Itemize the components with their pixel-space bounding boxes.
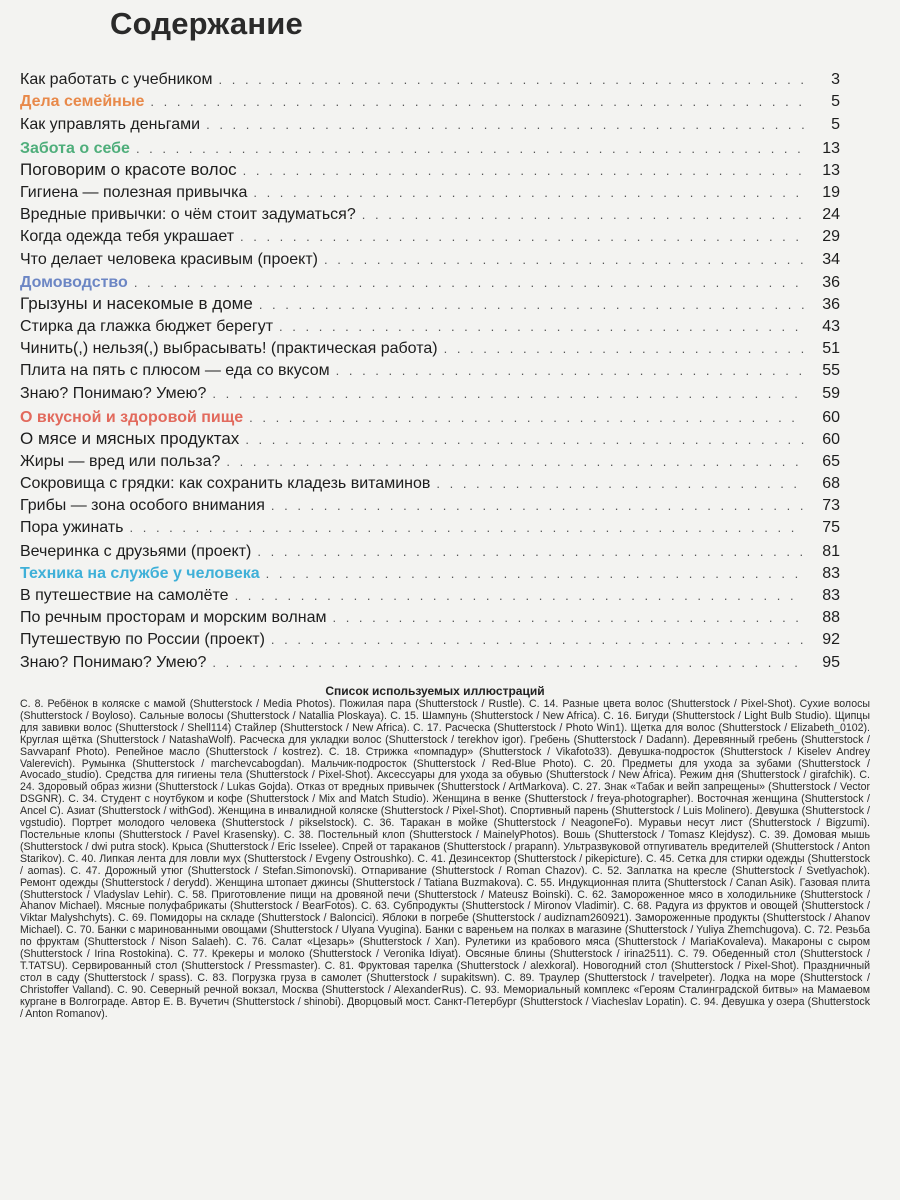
toc-page-number: 83 — [822, 587, 840, 604]
toc-label: Дела семейные — [20, 93, 145, 110]
toc-label: Плита на пять с плюсом — еда со вкусом — [20, 362, 330, 379]
toc-entry — [20, 358, 840, 380]
toc-label: Жиры — вред или польза? — [20, 453, 221, 470]
toc-label: Вредные привычки: о чём стоит задуматься? — [20, 206, 356, 223]
toc-leader-dots — [240, 230, 804, 243]
toc-label: О мясе и мясных продуктах — [20, 429, 240, 448]
page-title: Содержание — [110, 6, 303, 41]
toc-label: Грызуны и насекомые в доме — [20, 294, 253, 313]
toc-page-number: 83 — [822, 565, 840, 582]
toc-page-number: 51 — [822, 340, 840, 357]
toc-page-number: 65 — [822, 453, 840, 470]
toc-leader-dots — [332, 611, 804, 624]
toc-entry — [20, 180, 840, 202]
toc-page-number: 29 — [822, 228, 840, 245]
toc-leader-dots — [257, 545, 804, 558]
toc-leader-dots — [212, 387, 804, 400]
toc-page-number: 5 — [831, 93, 840, 110]
toc-leader-dots — [436, 477, 804, 490]
toc-leader-dots — [243, 164, 804, 177]
toc-label: Когда одежда тебя украшает — [20, 228, 235, 245]
toc-label: Знаю? Понимаю? Умею? — [20, 385, 207, 402]
toc-leader-dots — [136, 142, 804, 155]
toc-section — [20, 403, 840, 427]
toc-entry — [20, 605, 840, 627]
toc-label: Поговорим о красоте волос — [20, 160, 237, 179]
toc-label: Вечеринка с друзьями (проект) — [20, 543, 252, 560]
toc-leader-dots — [226, 455, 804, 468]
toc-label: Путешествую по России (проект) — [20, 631, 265, 648]
toc-label: Как работать с учебником — [20, 71, 213, 88]
toc-leader-dots — [249, 411, 804, 424]
toc-leader-dots — [271, 633, 804, 646]
toc-entry — [20, 158, 840, 180]
toc-section — [20, 561, 840, 583]
toc-entry — [20, 224, 840, 246]
toc-label: Стирка да глажка бюджет берегут — [20, 318, 274, 335]
toc-label: О вкусной и здоровой пище — [20, 409, 244, 426]
credits-title: Список используемых иллюстраций — [325, 684, 545, 698]
toc-leader-dots — [266, 567, 804, 580]
toc-entry — [20, 66, 840, 89]
toc-page-number: 24 — [822, 206, 840, 223]
credits-text: С. 8. Ребёнок в коляске с мамой (Shutterstock / Media Photos). Пожилая пара (Shutterstock / Rustle). С. 14. Разные цвета волос (Shutterstock / Pixel-Shot). Сухие волосы (Shutterstock / Boyloso). Сальные волосы (Shutterstock / Natallia Ploskaya). С. 15. Шампунь (Shutterstock / New Africa). С. 16. Бигуди (Shutterstock / Light Bulb Studio). Щипцы для завивки волос (Shutterstock / Shell114) Стайлер (Shutterstock / New Africa). С. 17. Расческа (Shutterstock / Photo Win1). Щетка для волос (Shutterstock / Elizabeth_0102). Круглая щётка (Shutterstock / NatashaWolf). Расческа для укладки волос (Shutterstock / terekhov igor). Гребень (Shutterstock / Dadann). Деревянный гребень (Shutterstock / Savvapanf Photo). Репейное масло (Shutterstock / kostrez). С. 18. Стрижка «помпадур» (Shutterstock / Vikafoto33). Девушка-подросток (Shutterstock / Kiselev Andrey Valerevich). Румынка (Shutterstock / marchevcabogdan). Мальчик-подросток (Shutterstock / Red-Blue Photo). С. 20. Предметы для ухода за зубами (Shutterstock / Avocado_studio). Средства для гигиены тела (Shutterstock / Pixel-Shot). Аксессуары для ухода за обувью (Shutterstock / New Africa). Режим дня (Shutterstock / girafchik). С. 24. Здоровый образ жизни (Shutterstock / Lukas Gojda). Отказ от вредных привычек (Shutterstock / ArtMarkova). С. 27. Знак «Табак и вейп запрещены» (Shutterstock / Vector DSGNR). С. 34. Студент с ноутбуком и кофе (Shutterstock / Mix and Match Studio). Женщина в венке (Shutterstock / freya-photographer). Восточная женщина (Shutterstock / Ancel C). Азиат (Shutterstock / withGod). Женщина в инвалидной коляске (Shutterstock / Pixel-Shot). Спортивный парень (Shutterstock / Luis Molinero). Девушка (Shutterstock / vgstudio). Портрет молодого человека (Shutterstock / pikselstock). С. 36. Таракан в мойке (Shutterstock / NeagoneFo). Муравьи несут лист (Shutterstock / Bigzumi). Постельные клопы (Shutterstock / Pavel Krasensky). С. 38. Постельный клоп (Shutterstock / MainelyPhotos). Вошь (Shutterstock / Tomasz Klejdysz). С. 39. Домовая мышь (Shutterstock / dwi putra stock). Крыса (Shutterstock / Eric Isselee). Спрей от тараканов (Shutterstock / prapann). Ультразвуковой отпугиватель вредителей (Shutterstock / Anton Starikov). С. 40. Липкая лента для ловли мух (Shutterstock / Evgeny Ostroushko). С. 41. Дезинсектор (Shutterstock / pikepicture). С. 45. Сетка для стирки одежды (Shutterstock / aomas). С. 47. Дорожный утюг (Shutterstock / Stefan.Simonovski). Отпаривание (Shutterstock / Roman Chazov). С. 52. Заплатка на кресле (Shutterstock / Svetlyachok). Ремонт одежды (Shutterstock / derydd). Женщина штопает джинсы (Shutterstock / Tatiana Buzmakova). С. 55. Индукционная плита (Shutterstock / Canan Asik). Газовая плита (Shutterstock / Vladyslav Lehir). С. 58. Приготовление пищи на дровяной печи (Shutterstock / Mateusz Boinski). С. 62. Замороженное мясо в холодильнике (Shutterstock / Ahanov Michael). Мясные полуфабрикаты (Shutterstock / BearFotos). С. 63. Субпродукты (Shutterstock / Mironov Vladimir). С. 68. Радуга из фруктов и овощей (Shutterstock / Viktar Malyshchyts). С. 69. Помидоры на складе (Shutterstock / Baloncici). Яблоки в погребе (Shutterstock / audiznam260921). Замороженные продукты (Shutterstock / Ahanov Michael). С. 70. Банки с маринованными овощами (Shutterstock / Ulyana Vyugina). Банки с вареньем на полках в магазине (Shutterstock / Yuliya Zhemchugova). С. 72. Резьба по фруктам (Shutterstock / Nison Salaeh). С. 76. Салат «Цезарь» (Shutterstock / Xan). Рулетики из крабового мяса (Shutterstock / MariaKovaleva). Макароны с сыром (Shutterstock / Irina Rostokina). С. 77. Крекеры и молоко (Shutterstock / Veronika Idiyat). Овсяные блины (Shutterstock / irina2511). С. 79. Обеденный стол (Shutterstock / T.TATSU). Сервированный стол (Shutterstock / Pressmaster). С. 81. Фруктовая тарелка (Shutterstock / alexkoral). Новогодний стол (Shutterstock / Pixel-Shot). Праздничный стол в саду (Shutterstock / spass). С. 83. Погрузка груза в самолет (Shutterstock / supakitswn). С. 89. Траулер (Shutterstock / travelpeter). Лодка на море (Shutterstock / Christoffer Valland). С. 90. Северный речной вокзал, Москва (Shutterstock / AlexanderRus). С. 93. Мемориальный комплекс «Героям Сталинградской битвы» на Мамаевом кургане в Волгограде. Автор Е. В. Вучетич (Shutterstock / shinobi). Дворцовый мост. Санкт-Петербург (Shutterstock / Viacheslav Lopatin). С. 94. Девушка у озера (Shutterstock / Anton Romanov). — [20, 698, 870, 1020]
toc-page-number: 13 — [822, 140, 840, 157]
toc-page-number: 60 — [822, 409, 840, 426]
toc-page-number: 34 — [822, 251, 840, 268]
toc-label: Сокровища с грядки: как сохранить кладезь витаминов — [20, 475, 431, 492]
toc-page-number: 55 — [822, 362, 840, 379]
toc-entry — [20, 583, 840, 605]
toc-label: По речным просторам и морским волнам — [20, 609, 327, 626]
toc-page-number: 43 — [822, 318, 840, 335]
toc-entry — [20, 292, 840, 314]
toc-label: Пора ужинать — [20, 519, 124, 536]
toc-leader-dots — [253, 186, 804, 199]
toc-section — [20, 134, 840, 158]
toc-entry — [20, 427, 840, 449]
toc-leader-dots — [212, 656, 804, 669]
toc-label: Чинить(,) нельзя(,) выбрасывать! (практическая работа) — [20, 340, 438, 357]
toc-page-number: 59 — [822, 385, 840, 402]
toc-leader-dots — [150, 95, 804, 108]
toc-page-number: 19 — [822, 184, 840, 201]
toc-label: Техника на службе у человека — [20, 565, 260, 582]
toc-leader-dots — [444, 342, 804, 355]
toc-entry — [20, 202, 840, 224]
toc-entry — [20, 493, 840, 515]
toc-leader-dots — [324, 253, 804, 266]
toc-page-number: 3 — [831, 71, 840, 88]
toc-label: Забота о себе — [20, 140, 130, 157]
toc-entry — [20, 537, 840, 561]
toc-entry — [20, 336, 840, 358]
toc-section — [20, 89, 840, 111]
toc-label: Гигиена — полезная привычка — [20, 184, 248, 201]
toc-page-number: 81 — [822, 543, 840, 560]
toc-page-number: 5 — [831, 116, 840, 133]
table-of-contents — [20, 66, 840, 672]
toc-leader-dots — [134, 276, 804, 289]
toc-entry — [20, 471, 840, 493]
toc-label: Знаю? Понимаю? Умею? — [20, 654, 207, 671]
toc-label: Как управлять деньгами — [20, 116, 201, 133]
toc-page-number: 68 — [822, 475, 840, 492]
toc-entry — [20, 649, 840, 672]
toc-label: В путешествие на самолёте — [20, 587, 229, 604]
toc-page-number: 95 — [822, 654, 840, 671]
toc-leader-dots — [362, 208, 804, 221]
toc-page-number: 75 — [822, 519, 840, 536]
toc-entry — [20, 515, 840, 537]
toc-page-number: 36 — [822, 296, 840, 313]
toc-entry — [20, 314, 840, 336]
toc-page-number: 60 — [822, 431, 840, 448]
toc-section — [20, 269, 840, 292]
toc-page-number: 73 — [822, 497, 840, 514]
toc-leader-dots — [279, 320, 804, 333]
toc-leader-dots — [271, 499, 804, 512]
toc-leader-dots — [259, 298, 804, 311]
toc-label: Грибы — зона особого внимания — [20, 497, 265, 514]
toc-entry — [20, 449, 840, 471]
toc-leader-dots — [245, 433, 804, 446]
toc-page-number: 13 — [822, 162, 840, 179]
toc-entry — [20, 380, 840, 403]
toc-leader-dots — [235, 589, 804, 602]
toc-label: Домоводство — [20, 274, 128, 291]
toc-leader-dots — [336, 364, 804, 377]
toc-entry — [20, 246, 840, 269]
toc-label: Что делает человека красивым (проект) — [20, 251, 318, 268]
toc-leader-dots — [219, 73, 805, 86]
toc-page-number: 88 — [822, 609, 840, 626]
toc-leader-dots — [130, 521, 804, 534]
toc-leader-dots — [206, 118, 804, 131]
toc-entry — [20, 627, 840, 649]
toc-page-number: 92 — [822, 631, 840, 648]
toc-page-number: 36 — [822, 274, 840, 291]
toc-entry — [20, 111, 840, 134]
